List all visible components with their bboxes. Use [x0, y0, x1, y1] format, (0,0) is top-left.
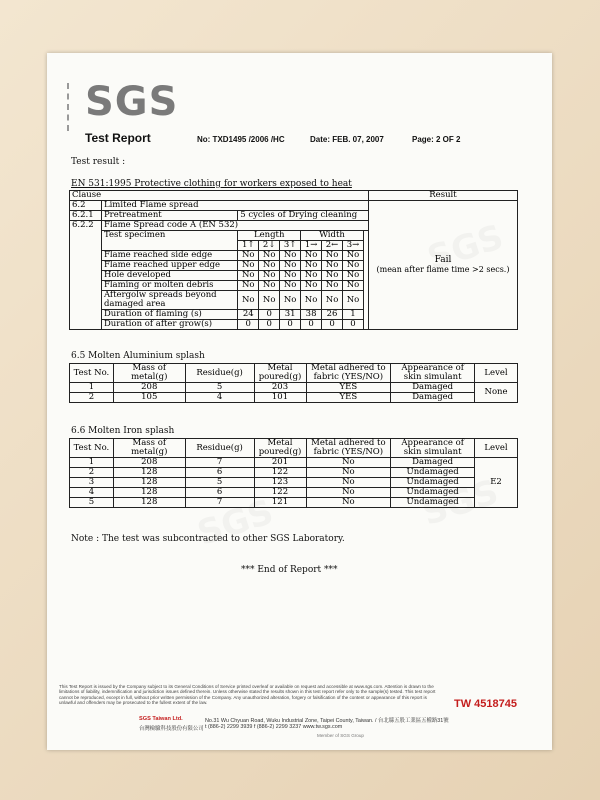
col-head: 3↑	[280, 241, 301, 251]
cell: 1	[70, 383, 114, 393]
cell: 101	[254, 393, 306, 403]
item-value: No	[343, 251, 364, 261]
item-value: No	[343, 261, 364, 271]
result-note: (mean after flame time >2 secs.)	[376, 265, 510, 274]
specimen-header: Test specimen	[101, 231, 237, 251]
cell: 128	[113, 468, 185, 478]
report-date: Date: FEB. 07, 2007	[310, 135, 384, 144]
aluminium-splash-table	[69, 363, 518, 403]
cell: 5	[185, 478, 254, 488]
table-row	[70, 393, 518, 403]
item-label: Flaming or molten debris	[101, 281, 237, 291]
item-value: 0	[322, 320, 343, 330]
item-value: No	[301, 281, 322, 291]
cell: 7	[185, 458, 254, 468]
item-label: Aftergolw spreads beyond damaged area	[101, 291, 237, 310]
test-result-label: Test result :	[71, 157, 126, 167]
item-value: No	[322, 271, 343, 281]
cell: Damaged	[391, 458, 475, 468]
cell: 5	[185, 383, 254, 393]
cell: Undamaged	[391, 468, 475, 478]
item-value: No	[322, 251, 343, 261]
section2-title: 6.5 Molten Aluminium splash	[71, 351, 205, 361]
spacer-cell	[363, 231, 368, 330]
item-value: No	[343, 271, 364, 281]
serial-number: TW 4518745	[454, 698, 517, 710]
cell: 208	[113, 458, 185, 468]
report-title: Test Report	[85, 131, 151, 145]
cell: 4	[185, 393, 254, 403]
item-value: No	[301, 271, 322, 281]
table-row	[70, 488, 518, 498]
item-value: 0	[259, 320, 280, 330]
item-value: No	[259, 281, 280, 291]
item-value: No	[343, 291, 364, 310]
item-value: No	[343, 281, 364, 291]
cell: 6	[185, 468, 254, 478]
fine-print: This Test Report is issued by the Company subject to its General Conditions of Service printed overleaf or available on request and accessible at www.sgs.com. Attention is drawn to the limitations of liability, indemnification and jurisdiction issues defined therein. Unless otherwise stated the results shown in this test report refer only to the sample(s) tested. This test report cannot be reproduced, except in full, without prior written permission of the Company. Any unauthorized alteration, forgery or falsification of the content or appearance of this report is unlawful and offenders may be prosecuted to the fullest extent of the law.	[59, 684, 436, 706]
col-header: Test No.	[70, 364, 114, 383]
sgs-logo: SGS	[85, 79, 179, 125]
cell: 208	[113, 383, 185, 393]
cell: Damaged	[391, 393, 475, 403]
item-value: No	[238, 251, 259, 261]
item-value: No	[280, 271, 301, 281]
item-label: Flame reached side edge	[101, 251, 237, 261]
item-value: No	[238, 291, 259, 310]
col-header: Metal poured(g)	[254, 439, 306, 458]
note-text: Note : The test was subcontracted to other SGS Laboratory.	[71, 534, 345, 544]
logo-stripe	[67, 83, 83, 131]
company-phone: t (886-2) 2299 3939 f (886-2) 2299 3237 www.tw.sgs.com	[205, 724, 343, 730]
result-header: Result	[368, 191, 517, 201]
cell: 122	[254, 468, 306, 478]
item-value: 0	[280, 320, 301, 330]
col-header: Test No.	[70, 439, 114, 458]
item-value: 31	[280, 310, 301, 320]
table-row	[70, 458, 518, 468]
col-header: Level	[475, 439, 518, 458]
item-value: 38	[301, 310, 322, 320]
item-value: 26	[322, 310, 343, 320]
flame-spread-table	[69, 190, 518, 330]
col-header: Metal poured(g)	[254, 364, 306, 383]
col-header: Metal adhered to fabric (YES/NO)	[306, 364, 391, 383]
item-value: No	[322, 261, 343, 271]
cell: Damaged	[391, 383, 475, 393]
cell: Undamaged	[391, 478, 475, 488]
item-value: No	[301, 291, 322, 310]
section3-title: 6.6 Molten Iron splash	[71, 426, 175, 436]
cell: 121	[254, 498, 306, 508]
clause-no: 6.2	[70, 201, 102, 211]
item-value: 24	[238, 310, 259, 320]
item-value: 0	[301, 320, 322, 330]
level-cell: None	[475, 383, 518, 403]
cell: No	[306, 498, 391, 508]
report-page	[47, 53, 552, 750]
item-value: 1	[343, 310, 364, 320]
item-label: Duration of after grow(s)	[101, 320, 237, 330]
cell: YES	[306, 393, 391, 403]
pretreatment-value: 5 cycles of Drying cleaning	[238, 211, 369, 221]
cell: 203	[254, 383, 306, 393]
item-label: Duration of flaming (s)	[101, 310, 237, 320]
col-head: 2←	[322, 241, 343, 251]
item-value: No	[322, 281, 343, 291]
cell: No	[306, 478, 391, 488]
company-address: No.31 Wu Chyuan Road, Wuku Industrial Zone, Taipei County, Taiwan. / 台北縣五股工業區五權路31號	[205, 718, 449, 724]
item-value: 0	[238, 320, 259, 330]
cell: 201	[254, 458, 306, 468]
item-value: No	[238, 271, 259, 281]
company-name: SGS Taiwan Ltd.	[139, 716, 183, 722]
item-value: No	[238, 281, 259, 291]
clause-text: Flame Spread code A (EN 532)	[101, 221, 368, 231]
cell: No	[306, 458, 391, 468]
cell: 4	[70, 488, 114, 498]
item-value: No	[280, 291, 301, 310]
col-header: Residue(g)	[185, 364, 254, 383]
col-header: Level	[475, 364, 518, 383]
item-value: 0	[259, 310, 280, 320]
cell: 6	[185, 488, 254, 498]
company-name-cn: 台灣檢驗科技股份有限公司	[139, 726, 204, 732]
item-value: No	[259, 271, 280, 281]
cell: 5	[70, 498, 114, 508]
level-cell: E2	[475, 458, 518, 508]
item-value: No	[280, 261, 301, 271]
cell: Undamaged	[391, 488, 475, 498]
iron-splash-table	[69, 438, 518, 508]
cell: 2	[70, 468, 114, 478]
col-head: 3→	[343, 241, 364, 251]
section1-title: EN 531:1995 Protective clothing for workers exposed to heat	[71, 179, 352, 189]
cell: No	[306, 488, 391, 498]
col-head: 2↓	[259, 241, 280, 251]
cell: 128	[113, 498, 185, 508]
item-value: No	[280, 281, 301, 291]
cell: 1	[70, 458, 114, 468]
item-value: No	[280, 251, 301, 261]
item-value: No	[322, 291, 343, 310]
item-label: Flame reached upper edge	[101, 261, 237, 271]
table-row	[70, 498, 518, 508]
item-value: No	[301, 261, 322, 271]
clause-header: Clause	[70, 191, 369, 201]
cell: 105	[113, 393, 185, 403]
cell: YES	[306, 383, 391, 393]
col-header: Mass of metal(g)	[113, 439, 185, 458]
item-value: No	[259, 291, 280, 310]
clause-no: 6.2.2	[70, 221, 102, 330]
item-value: 0	[343, 320, 364, 330]
page-number: Page: 2 OF 2	[412, 135, 461, 144]
cell: 123	[254, 478, 306, 488]
clause-no: 6.2.1	[70, 211, 102, 221]
table-row	[70, 468, 518, 478]
table-row	[70, 478, 518, 488]
result-cell	[368, 201, 517, 330]
table-row	[70, 383, 518, 393]
col-head: 1→	[301, 241, 322, 251]
end-of-report: *** End of Report ***	[241, 565, 338, 575]
item-value: No	[259, 261, 280, 271]
length-header: Length	[238, 231, 301, 241]
report-number: No: TXD1495 /2006 /HC	[197, 135, 285, 144]
col-header: Mass of metal(g)	[113, 364, 185, 383]
item-value: No	[238, 261, 259, 271]
col-header: Appearance of skin simulant	[391, 364, 475, 383]
col-header: Appearance of skin simulant	[391, 439, 475, 458]
cell: 128	[113, 488, 185, 498]
cell: 3	[70, 478, 114, 488]
clause-text: Pretreatment	[101, 211, 237, 221]
item-value: No	[301, 251, 322, 261]
cell: No	[306, 468, 391, 478]
width-header: Width	[301, 231, 364, 241]
cell: 7	[185, 498, 254, 508]
item-label: Hole developed	[101, 271, 237, 281]
cell: Undamaged	[391, 498, 475, 508]
cell: 2	[70, 393, 114, 403]
col-header: Metal adhered to fabric (YES/NO)	[306, 439, 391, 458]
cell: 122	[254, 488, 306, 498]
col-head: 1↑	[238, 241, 259, 251]
col-header: Residue(g)	[185, 439, 254, 458]
item-value: No	[259, 251, 280, 261]
cell: 128	[113, 478, 185, 488]
clause-text: Limited Flame spread	[101, 201, 368, 211]
member-text: Member of SGS Group	[317, 733, 364, 738]
result-fail: Fail	[434, 255, 452, 265]
